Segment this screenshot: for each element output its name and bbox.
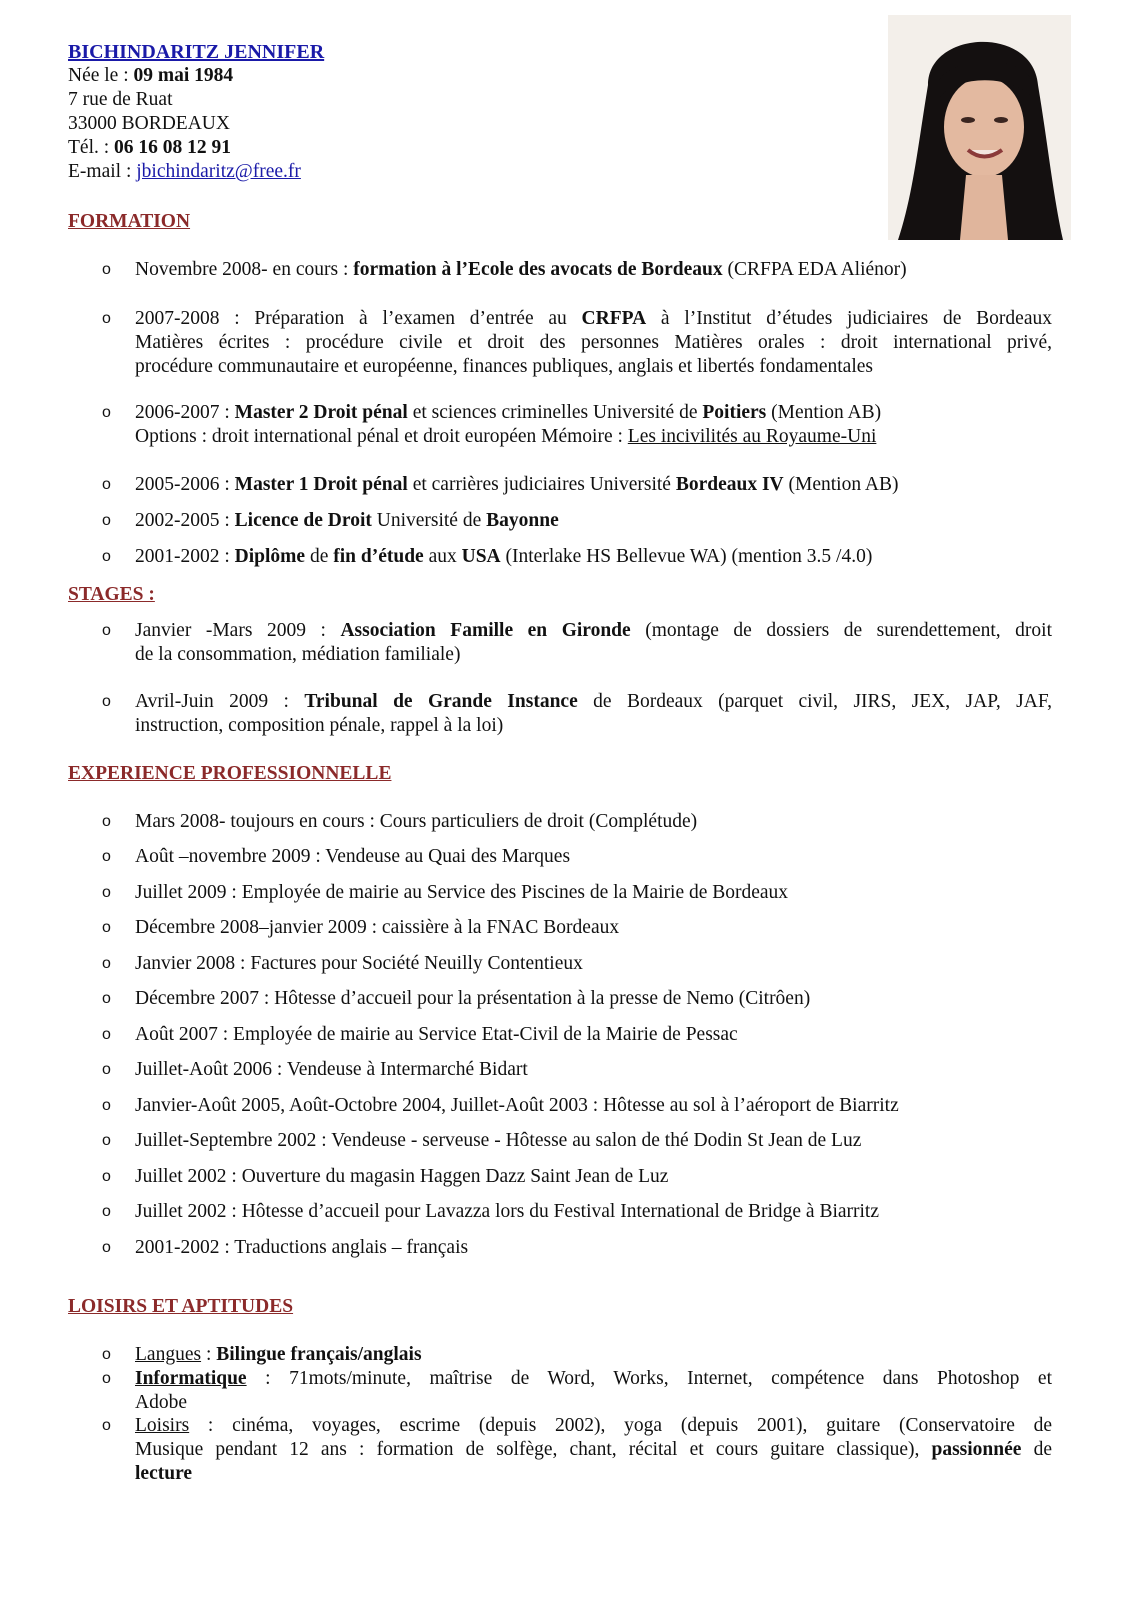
bullet: o xyxy=(102,1417,111,1434)
bullet: o xyxy=(102,310,111,327)
bullet: o xyxy=(102,813,111,830)
profile-photo xyxy=(888,15,1071,240)
street: 7 rue de Ruat xyxy=(68,89,173,110)
bullet: o xyxy=(102,1346,111,1363)
bullet: o xyxy=(102,1239,111,1256)
section-heading-experience: EXPERIENCE PROFESSIONNELLE xyxy=(68,763,392,784)
email-link[interactable]: jbichindaritz@free.fr xyxy=(136,161,301,182)
bullet: o xyxy=(102,622,111,639)
bullet: o xyxy=(102,884,111,901)
candidate-name: BICHINDARITZ JENNIFER xyxy=(68,41,325,63)
portrait-illustration xyxy=(888,15,1071,240)
bullet: o xyxy=(102,1370,111,1387)
bullet: o xyxy=(102,848,111,865)
bullet: o xyxy=(102,548,111,565)
section-heading-formation: FORMATION xyxy=(68,211,191,232)
bullet: o xyxy=(102,1097,111,1114)
bullet: o xyxy=(102,512,111,529)
email-line: E-mail : jbichindaritz@free.fr xyxy=(68,161,301,182)
bullet: o xyxy=(102,955,111,972)
phone-line: Tél. : 06 16 08 12 91 xyxy=(68,137,232,158)
section-heading-stages: STAGES : xyxy=(68,584,155,605)
bullet: o xyxy=(102,919,111,936)
bullet: o xyxy=(102,693,111,710)
bullet: o xyxy=(102,476,111,493)
birth-date: 09 mai 1984 xyxy=(133,65,234,86)
bullet: o xyxy=(102,990,111,1007)
bullet: o xyxy=(102,261,111,278)
section-heading-loisirs: LOISIRS ET APTITUDES xyxy=(68,1296,294,1317)
bullet: o xyxy=(102,1132,111,1149)
bullet: o xyxy=(102,1061,111,1078)
bullet: o xyxy=(102,1026,111,1043)
phone-number: 06 16 08 12 91 xyxy=(114,137,232,158)
bullet: o xyxy=(102,1203,111,1220)
bullet: o xyxy=(102,1168,111,1185)
contact-block xyxy=(68,40,324,184)
birth-line: Née le : 09 mai 1984 xyxy=(68,65,234,86)
bullet: o xyxy=(102,404,111,421)
city: 33000 BORDEAUX xyxy=(68,113,230,134)
memoire-title: Les incivilités au Royaume-Uni xyxy=(627,426,877,447)
